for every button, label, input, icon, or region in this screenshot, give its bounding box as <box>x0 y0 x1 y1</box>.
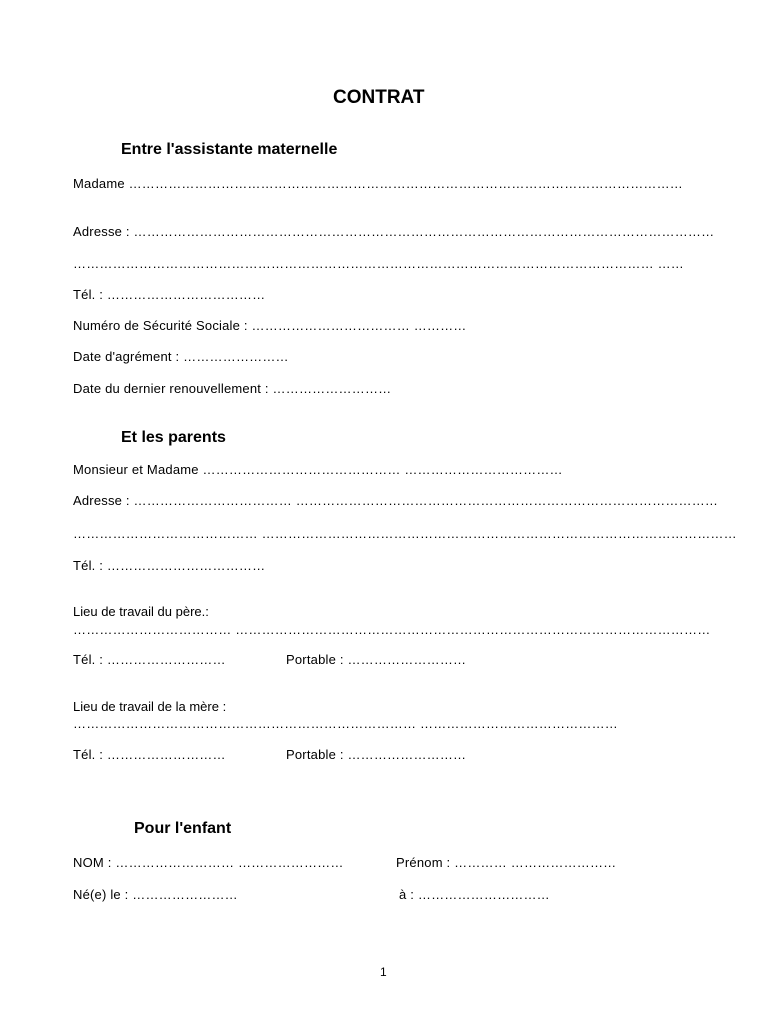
field-ne-le: Né(e) le : …………………… <box>73 887 238 902</box>
section-heading-parents: Et les parents <box>121 429 226 446</box>
field-tel: Tél. : ……………………………… <box>73 287 266 302</box>
field-lieu-travail-pere: ……………………………… ……………………………………………………………………………………………… <box>73 622 711 637</box>
field-prenom: Prénom : ………… …………………… <box>396 855 617 870</box>
field-parents-adresse-line2: …………………………………… ……………………………………………………………………………………………… <box>73 526 737 541</box>
field-madame: Madame ……………………………………………………………………………………………………………… <box>73 176 683 191</box>
field-tel-pere: Tél. : ……………………… <box>73 652 226 667</box>
field-date-agrement: Date d'agrément : …………………… <box>73 349 289 364</box>
field-portable-mere: Portable : ……………………… <box>286 747 467 762</box>
field-adresse-line1: Adresse : …………………………………………………………………………………………………………………… <box>73 224 715 239</box>
field-tel-mere: Tél. : ……………………… <box>73 747 226 762</box>
label-lieu-travail-pere: Lieu de travail du père.: <box>73 604 209 619</box>
field-parents-tel: Tél. : ……………………………… <box>73 558 266 573</box>
field-portable-pere: Portable : ……………………… <box>286 652 467 667</box>
field-parents-adresse-line1: Adresse : ……………………………… …………………………………………………………………………………… <box>73 493 719 508</box>
field-securite-sociale: Numéro de Sécurité Sociale : ……………………………… ………… <box>73 318 467 333</box>
field-lieu-naissance: à : ………………………… <box>399 887 550 902</box>
label-lieu-travail-mere: Lieu de travail de la mère : <box>73 699 227 714</box>
field-monsieur-madame: Monsieur et Madame ……………………………………… ……………………………… <box>73 462 563 477</box>
field-adresse-line2: …………………………………………………………………………………………………………………… …… <box>73 256 685 271</box>
field-lieu-travail-mere: …………………………………………………………………… ……………………………………… <box>73 716 619 731</box>
field-nom: NOM : ……………………… …………………… <box>73 855 344 870</box>
page-title: CONTRAT <box>333 87 425 108</box>
section-heading-assistante: Entre l'assistante maternelle <box>121 141 338 158</box>
field-date-renouvellement: Date du dernier renouvellement : ……………………… <box>73 381 392 396</box>
page-number: 1 <box>380 965 387 979</box>
section-heading-enfant: Pour l'enfant <box>134 820 232 837</box>
